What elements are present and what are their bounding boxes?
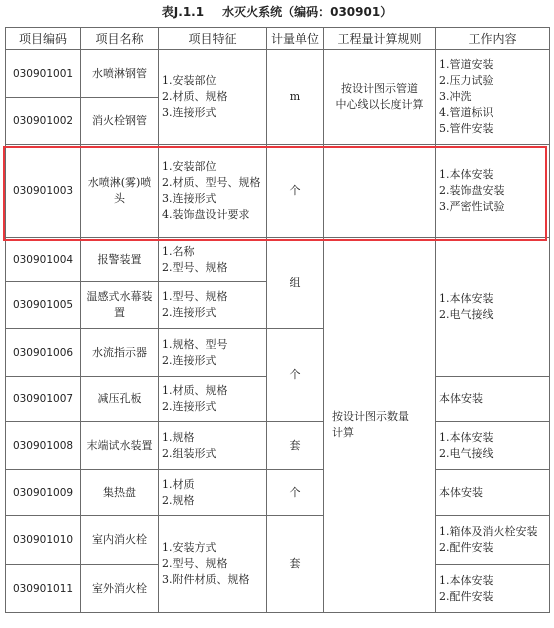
cell-line: 1.安装部位 [162, 160, 217, 173]
item-work: 本体安装 [436, 470, 550, 516]
item-features [159, 329, 267, 377]
item-unit: 个 [267, 329, 324, 422]
item-unit: 个 [267, 145, 324, 238]
cell-line: 3.冲洗 [439, 90, 472, 103]
cell-line: 按设计图示数量 [332, 410, 409, 423]
cell-line: 1.规格、型号 [162, 337, 228, 351]
cell-line: 1.本体安装 [439, 573, 494, 587]
item-name: 集热盘 [81, 470, 159, 516]
item-code: 030901010 [6, 516, 81, 565]
item-name: 室内消火栓 [81, 516, 159, 565]
cell-line: 1.材质、规格 [162, 384, 228, 397]
cell-line: 1.管道安装 [439, 58, 494, 71]
item-unit: 套 [267, 422, 324, 470]
item-rule [324, 145, 436, 238]
cell-line: 5.管件安装 [439, 122, 494, 135]
cell-line: 2.装饰盘安装 [439, 184, 505, 197]
cell-line: 1.型号、规格 [162, 290, 228, 303]
cell-line: 2.配件安装 [439, 589, 494, 603]
item-work [436, 422, 550, 470]
cell-line: 1.本体安装 [439, 292, 494, 305]
table-row [6, 238, 550, 282]
cell-line: 2.型号、规格 [162, 260, 228, 274]
item-features [159, 377, 267, 422]
item-code: 030901008 [6, 422, 81, 470]
cell-line: 2.规格 [162, 493, 195, 507]
cell-line: 1.安装部位 [162, 74, 217, 87]
header-work: 工作内容 [436, 28, 550, 50]
cell-line: 4.装饰盘设计要求 [162, 208, 250, 221]
item-features [159, 470, 267, 516]
cell-line: 中心线以长度计算 [335, 98, 424, 111]
table-number: 表J.1.1 [161, 5, 205, 19]
item-name: 水流指示器 [81, 329, 159, 377]
item-name: 水喷淋钢管 [81, 50, 159, 98]
item-features [159, 516, 267, 613]
item-code: 030901002 [6, 98, 81, 145]
cell-line: 1.箱体及消火栓安装 [439, 525, 538, 538]
item-work: 本体安装 [436, 377, 550, 422]
item-name: 温感式水幕装置 [81, 282, 159, 329]
item-work [436, 145, 550, 238]
item-name: 减压孔板 [81, 377, 159, 422]
item-name: 报警装置 [81, 238, 159, 282]
cell-line: 2.组装形式 [162, 446, 217, 460]
cell-line: 2.电气接线 [439, 308, 494, 321]
table-row [6, 470, 550, 516]
header-unit: 计量单位 [267, 28, 324, 50]
cell-line: 2.型号、规格 [162, 557, 228, 570]
item-code: 030901005 [6, 282, 81, 329]
item-name: 末端试水装置 [81, 422, 159, 470]
cell-line: 2.连接形式 [162, 306, 217, 319]
item-rule [324, 50, 436, 145]
item-name: 室外消火栓 [81, 565, 159, 613]
item-code: 030901003 [6, 145, 81, 238]
cell-line: 1.材质 [162, 477, 195, 491]
table-row [6, 422, 550, 470]
item-rule [324, 238, 436, 613]
item-code: 030901004 [6, 238, 81, 282]
item-work [436, 50, 550, 145]
cell-line: 2.连接形式 [162, 400, 217, 413]
item-work [436, 516, 550, 565]
item-code: 030901009 [6, 470, 81, 516]
item-work [436, 238, 550, 377]
cell-line: 1.名称 [162, 244, 195, 258]
cell-line: 1.本体安装 [439, 430, 494, 444]
item-unit: m [267, 50, 324, 145]
cell-line: 1.本体安装 [439, 168, 494, 181]
item-code: 030901011 [6, 565, 81, 613]
header-rule: 工程量计算规则 [324, 28, 436, 50]
table-row [6, 145, 550, 238]
header-features: 项目特征 [159, 28, 267, 50]
cell-line: 2.材质、型号、规格 [162, 176, 261, 189]
item-features [159, 422, 267, 470]
table-row [6, 516, 550, 565]
item-unit: 个 [267, 470, 324, 516]
item-unit: 套 [267, 516, 324, 613]
cell-line: 1.规格 [162, 430, 195, 444]
cell-line: 3.连接形式 [162, 192, 217, 205]
table-row [6, 50, 550, 98]
cell-line: 2.压力试验 [439, 74, 494, 87]
item-name: 水喷淋(雾)喷头 [81, 145, 159, 238]
item-features [159, 145, 267, 238]
spec-table [5, 27, 550, 613]
cell-line: 计算 [332, 426, 354, 439]
cell-line: 3.附件材质、规格 [162, 573, 250, 586]
header-row [6, 28, 550, 50]
item-code: 030901001 [6, 50, 81, 98]
table-caption [0, 4, 554, 20]
cell-line: 按设计图示管道 [341, 82, 418, 95]
header-name: 项目名称 [81, 28, 159, 50]
item-code: 030901007 [6, 377, 81, 422]
cell-line: 1.安装方式 [162, 541, 217, 554]
cell-line: 2.配件安装 [439, 541, 494, 554]
item-work [436, 565, 550, 613]
item-code: 030901006 [6, 329, 81, 377]
cell-line: 3.连接形式 [162, 106, 217, 119]
cell-line: 2.电气接线 [439, 446, 494, 460]
item-features [159, 282, 267, 329]
cell-line: 2.材质、规格 [162, 90, 228, 103]
item-features [159, 50, 267, 145]
header-code: 项目编码 [6, 28, 81, 50]
cell-line: 4.管道标识 [439, 106, 494, 119]
table-title: 水灭火系统（编码：030901） [222, 5, 393, 19]
item-name: 消火栓钢管 [81, 98, 159, 145]
item-unit: 组 [267, 238, 324, 329]
cell-line: 3.严密性试验 [439, 200, 505, 213]
item-features [159, 238, 267, 282]
cell-line: 2.连接形式 [162, 353, 217, 367]
